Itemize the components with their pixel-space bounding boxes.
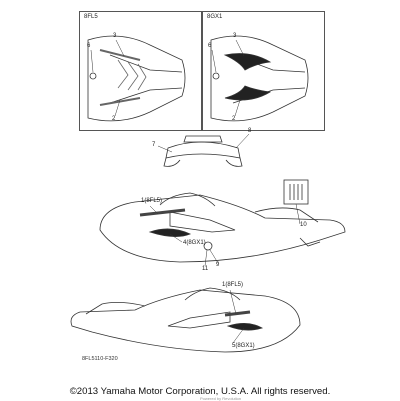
callout-10: 10 [300,222,307,228]
callout-5: 5(8GX1) [232,343,255,349]
inset-label-8gx1: 8GX1 [207,14,223,20]
callout-3-8fl5: 3 [113,33,117,39]
callout-8: 8 [248,128,252,134]
drawing-code: 8FL5110-F320 [82,356,118,362]
handle-grip-illustration [164,136,242,166]
callout-2-8fl5: 2 [112,116,116,122]
inset-8gx1 [202,11,325,131]
decal-10-detail [284,180,308,204]
callout-4: 4(8GX1) [183,240,206,246]
callout-6-8gx1: 6 [208,43,212,49]
inset-8fl5 [79,11,202,131]
callout-6-8fl5: 6 [87,43,91,49]
callout-7: 7 [152,142,156,148]
inset-label-8fl5: 8FL5 [84,14,98,20]
watermark: Powered by Revolution [200,396,242,401]
callout-1-bottom: 1(8FL5) [222,282,244,288]
callout-2-8gx1: 2 [232,116,236,122]
callout-11: 11 [202,266,209,272]
callout-1-top: 1(8FL5) [141,198,163,204]
copyright-notice: ©2013 Yamaha Motor Corporation, U.S.A. All rights reserved. [69,386,331,397]
jetski-side-view-bottom [71,288,300,352]
callout-3-8gx1: 3 [233,33,237,39]
callout-9: 9 [216,262,220,268]
